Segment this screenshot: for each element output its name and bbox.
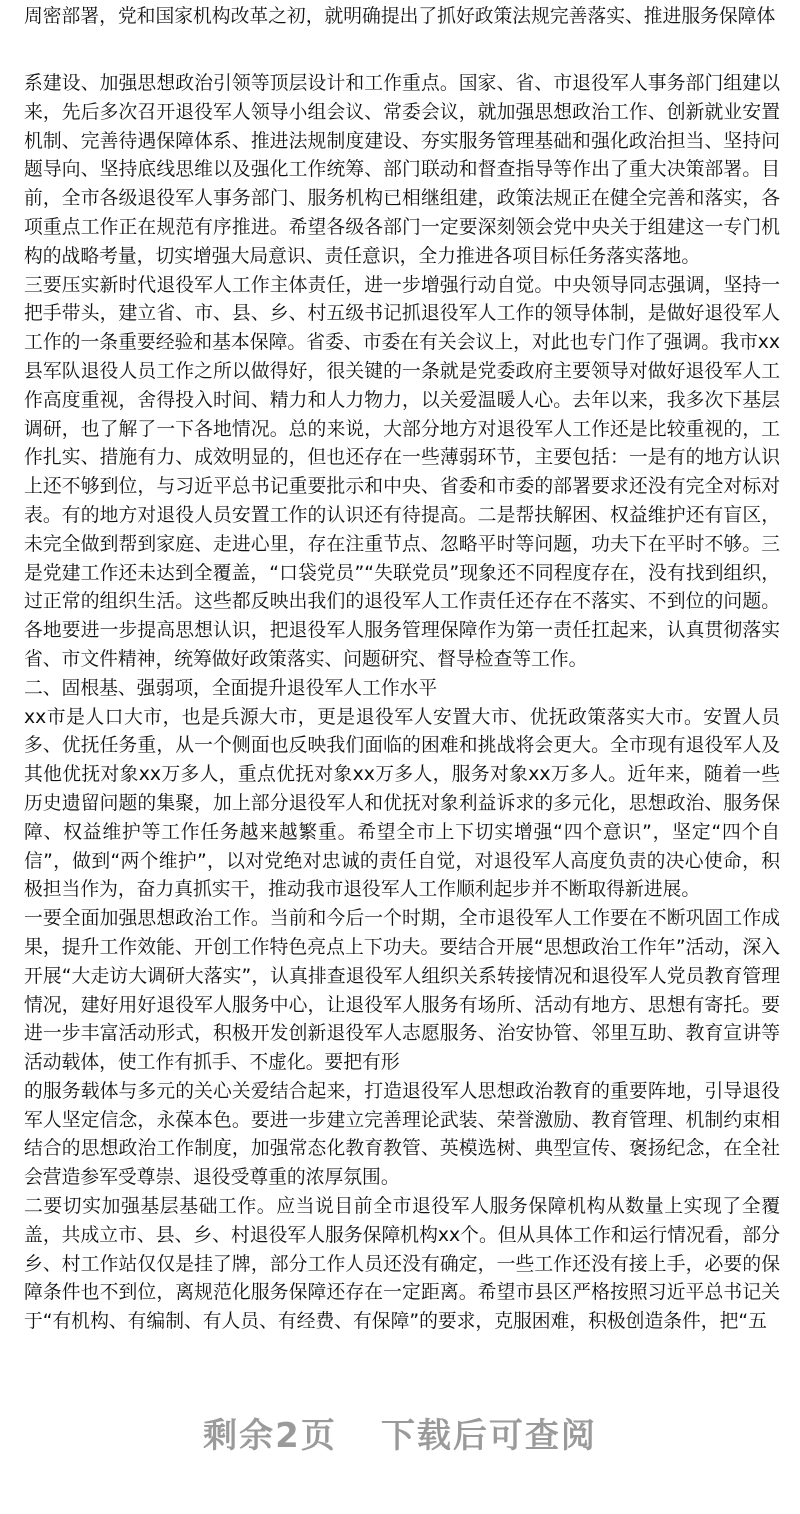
paragraph: 系建设、加强思想政治引领等顶层设计和工作重点。国家、省、市退役军人事务部门组建以来，先后多次召开退役军人领导小组会议、常委会议，就加强思想政治工作、创新就业安置机制、完善待遇保障体系、推进法规制度建设、夯实服务管理基础和强化政治担当、坚持问题导向、坚持底线思维以及强化工作统筹、部门联动和督查指导等作出了重大决策部署。目前，全市各级退役军人事务部门、服务机构已相继组建，政策法规正在健全完善和落实，各项重点工作正在规范有序推进。希望各级各部门一定要深刻领会党中央关于组建这一专门机构的战略考量，切实增强大局意识、责任意识，全力推进各项目标任务落实落地。: [24, 73, 780, 267]
top-partial-line: 周密部署，党和国家机构改革之初，就明确提出了抓好政策法规完善落实、推进服务保障体: [24, 6, 776, 27]
download-to-view-text: 下载后可查阅: [380, 1416, 597, 1456]
remaining-pages-text: 剩余2页: [203, 1416, 337, 1456]
download-prompt[interactable]: [0, 1408, 800, 1457]
paragraph: 的服务载体与多元的关心关爱结合起来，打造退役军人思想政治教育的重要阵地，引导退役军人坚定信念，永葆本色。要进一步建立完善理论武装、荣誉激励、教育管理、机制约束相结合的思想政治工作制度，加强常态化教育教管、英模选树、典型宣传、褒扬纪念，在全社会营造参军受尊崇、退役受尊重的浓厚氛围。: [24, 1080, 780, 1189]
paragraph: 一要全面加强思想政治工作。当前和今后一个时期，全市退役军人工作要在不断巩固工作成果，提升工作效能、开创工作特色亮点上下功夫。要结合开展“思想政治工作年”活动，深入开展“大走访大调研大落实”，认真排查退役军人组织关系转接情况和退役军人党员教育管理情况，建好用好退役军人服务中心，让退役军人服务有场所、活动有地方、思想有寄托。要进一步丰富活动形式，积极开发创新退役军人志愿服务、治安协管、邻里互助、教育宣讲等活动载体，使工作有抓手、不虚化。要把有形: [24, 908, 780, 1074]
paragraph: xx市是人口大市，也是兵源大市，更是退役军人安置大市、优抚政策落实大市。安置人员多、优抚任务重，从一个侧面也反映我们面临的困难和挑战将会更大。全市现有退役军人及其他优抚对象xx万多人，重点优抚对象xx万多人，服务对象xx万多人。近年来，随着一些历史遗留问题的集聚，加上部分退役军人和优抚对象利益诉求的多元化，思想政治、服务保障、权益维护等工作任务越来越繁重。希望全市上下切实增强“四个意识”，坚定“四个自信”，做到“两个维护”，以对党绝对忠诚的责任自觉，对退役军人高度负责的决心使命，积极担当作为，奋力真抓实干，推动我市退役军人工作顺利起步并不断取得新进展。: [24, 706, 780, 901]
paragraph: 二要切实加强基层基础工作。应当说目前全市退役军人服务保障机构从数量上实现了全覆盖，共成立市、县、乡、村退役军人服务保障机构xx个。但从具体工作和运行情况看，部分乡、村工作站仅仅是挂了牌，部分工作人员还没有确定，一些工作还没有接上手，必要的保障条件也不到位，离规范化服务保障还存在一定距离。希望市县区严格按照习近平总书记关于“有机构、有编制、有人员、有经费、有保障”的要求，克服困难，积极创造条件，把“五: [24, 1196, 780, 1333]
paragraph: 三要压实新时代退役军人工作主体责任，进一步增强行动自觉。中央领导同志强调，坚持一把手带头，建立省、市、县、乡、村五级书记抓退役军人工作的领导体制，是做好退役军人工作的一条重要经验和基本保障。省委、市委在有关会议上，对此也专门作了强调。我市xx县军队退役人员工作之所以做得好，很关键的一条就是党委政府主要领导对做好退役军人工作高度重视，舍得投入时间、精力和人力物力，以关爱温暖人心。去年以来，我多次下基层调研，也了解了一下各地情况。总的来说，大部分地方对退役军人工作还是比较重视的，工作扎实、措施有力、成效明显的，但也还存在一些薄弱环节，主要包括：一是有的地方认识上还不够到位，与习近平总书记重要批示和中央、省委和市委的部署要求还没有完全对标对表。有的地方对退役人员安置工作的认识还有待提高。二是帮扶解困、权益维护还有盲区，未完全做到帮到家庭、走进心里，存在注重节点、忽略平时等问题，功夫下在平时不够。三是党建工作还未达到全覆盖，“口袋党员”“失联党员”现象还不同程度存在，没有找到组织，过正常的组织生活。这些都反映出我们的退役军人工作责任还存在不落实、不到位的问题。各地要进一步提高思想认识，把退役军人服务管理保障作为第一责任扛起来，认真贯彻落实省、市文件精神，统筹做好政策落实、问题研究、督导检查等工作。: [24, 274, 780, 670]
document-body: [24, 70, 780, 1337]
section-heading: 二、固根基、强弱项，全面提升退役军人工作水平: [24, 677, 438, 699]
